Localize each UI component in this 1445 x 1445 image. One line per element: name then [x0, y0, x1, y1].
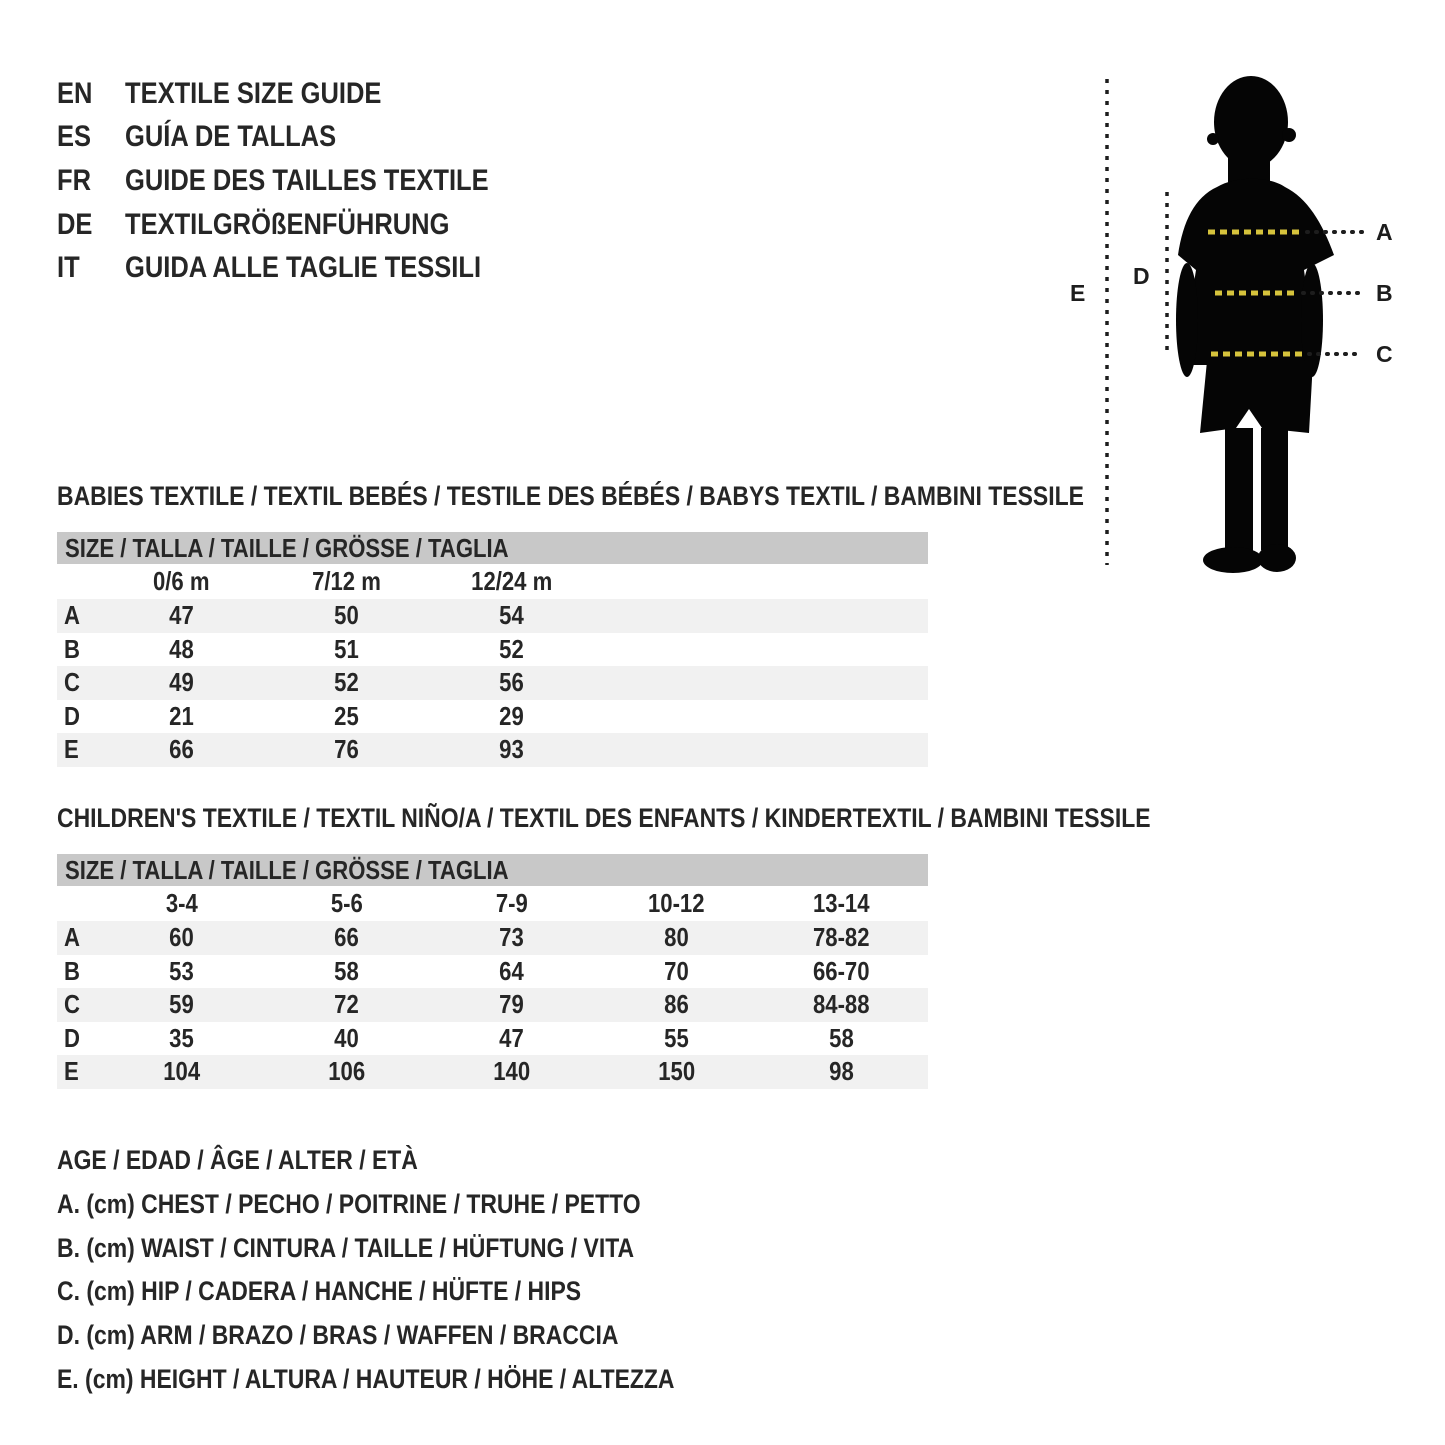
babies-size-header-bar: SIZE / TALLA / TAILLE / GRÖSSE / TAGLIA: [57, 532, 928, 564]
children-col-1: 5-6: [330, 888, 363, 918]
title-es: GUÍA DE TALLAS: [125, 120, 337, 154]
babies-col-1: 7/12 m: [312, 566, 381, 596]
children-table-row-b: B 53 58 64 70 66-70: [64, 955, 870, 986]
children-col-3: 10-12: [648, 888, 705, 918]
children-column-header-row: [57, 886, 928, 921]
header-line-en: [57, 72, 553, 116]
children-size-table: [57, 854, 928, 1089]
legend-line-hip: C. (cm) HIP / CADERA / HANCHE / HÜFTE / HIPS: [57, 1276, 582, 1307]
children-table-row-e: E 104 106 140 150 98: [57, 1055, 928, 1089]
title-fr: GUIDE DES TAILLES TEXTILE: [125, 163, 489, 197]
children-col-2: 7-9: [495, 888, 528, 918]
measurement-legend: [57, 1139, 783, 1401]
lang-code-es: ES: [57, 120, 92, 154]
legend-line-chest: A. (cm) CHEST / PECHO / POITRINE / TRUHE / PETTO: [57, 1189, 641, 1220]
children-table-row-a: A 60 66 73 80 78-82: [57, 921, 928, 955]
babies-table-row-e: E 66 76 93: [57, 733, 928, 767]
title-de: TEXTILGRÖßENFÜHRUNG: [125, 207, 450, 241]
lang-code-de: DE: [57, 207, 93, 241]
babies-size-table: [57, 532, 928, 767]
children-col-0: 3-4: [165, 888, 198, 918]
children-table-row-c: C 59 72 79 86 84-88: [57, 988, 928, 1022]
legend-line-height: E. (cm) HEIGHT / ALTURA / HAUTEUR / HÖHE / ALTEZZA: [57, 1363, 675, 1394]
children-table-row-d: D 35 40 47 55 58: [64, 1022, 854, 1053]
children-size-header-bar: SIZE / TALLA / TAILLE / GRÖSSE / TAGLIA: [57, 854, 928, 886]
babies-col-2: 12/24 m: [470, 566, 553, 596]
header-line-it: [57, 246, 553, 290]
title-it: GUIDA ALLE TAGLIE TESSILI: [125, 251, 482, 285]
legend-line-waist: B. (cm) WAIST / CINTURA / TAILLE / HÜFTUNG / VITA: [57, 1232, 635, 1263]
babies-table-row-b: B 48 51 52: [64, 633, 524, 664]
header-line-es: [57, 116, 553, 160]
language-header: [57, 72, 553, 290]
babies-table-row-c: C 49 52 56: [57, 666, 928, 700]
legend-line-age: AGE / EDAD / ÂGE / ALTER / ETÀ: [57, 1145, 418, 1176]
diagram-label-a: A: [1376, 219, 1393, 245]
babies-column-header-row: [57, 564, 928, 599]
header-line-fr: [57, 159, 553, 203]
babies-table-row-a: A 47 50 54: [57, 599, 928, 633]
lang-code-fr: FR: [57, 163, 91, 197]
children-section-title: CHILDREN'S TEXTILE / TEXTIL NIÑO/A / TEXTIL DES ENFANTS / KINDERTEXTIL / BAMBINI TESSILE: [57, 803, 1151, 833]
babies-section-title: BABIES TEXTILE / TEXTIL BEBÉS / TESTILE DES BÉBÉS / BABYS TEXTIL / BAMBINI TESSILE: [57, 481, 1084, 511]
header-line-de: [57, 203, 553, 247]
diagram-label-c: C: [1376, 341, 1393, 367]
children-col-4: 13-14: [813, 888, 870, 918]
title-en: TEXTILE SIZE GUIDE: [125, 76, 382, 110]
diagram-label-d: D: [1133, 263, 1150, 289]
babies-col-0: 0/6 m: [153, 566, 210, 596]
lang-code-it: IT: [57, 251, 80, 285]
legend-line-arm: D. (cm) ARM / BRAZO / BRAS / WAFFEN / BRACCIA: [57, 1320, 619, 1351]
lang-code-en: EN: [57, 76, 93, 110]
diagram-label-e: E: [1070, 280, 1086, 306]
diagram-label-b: B: [1376, 280, 1393, 306]
babies-table-row-d: D 21 25 29: [64, 700, 524, 731]
